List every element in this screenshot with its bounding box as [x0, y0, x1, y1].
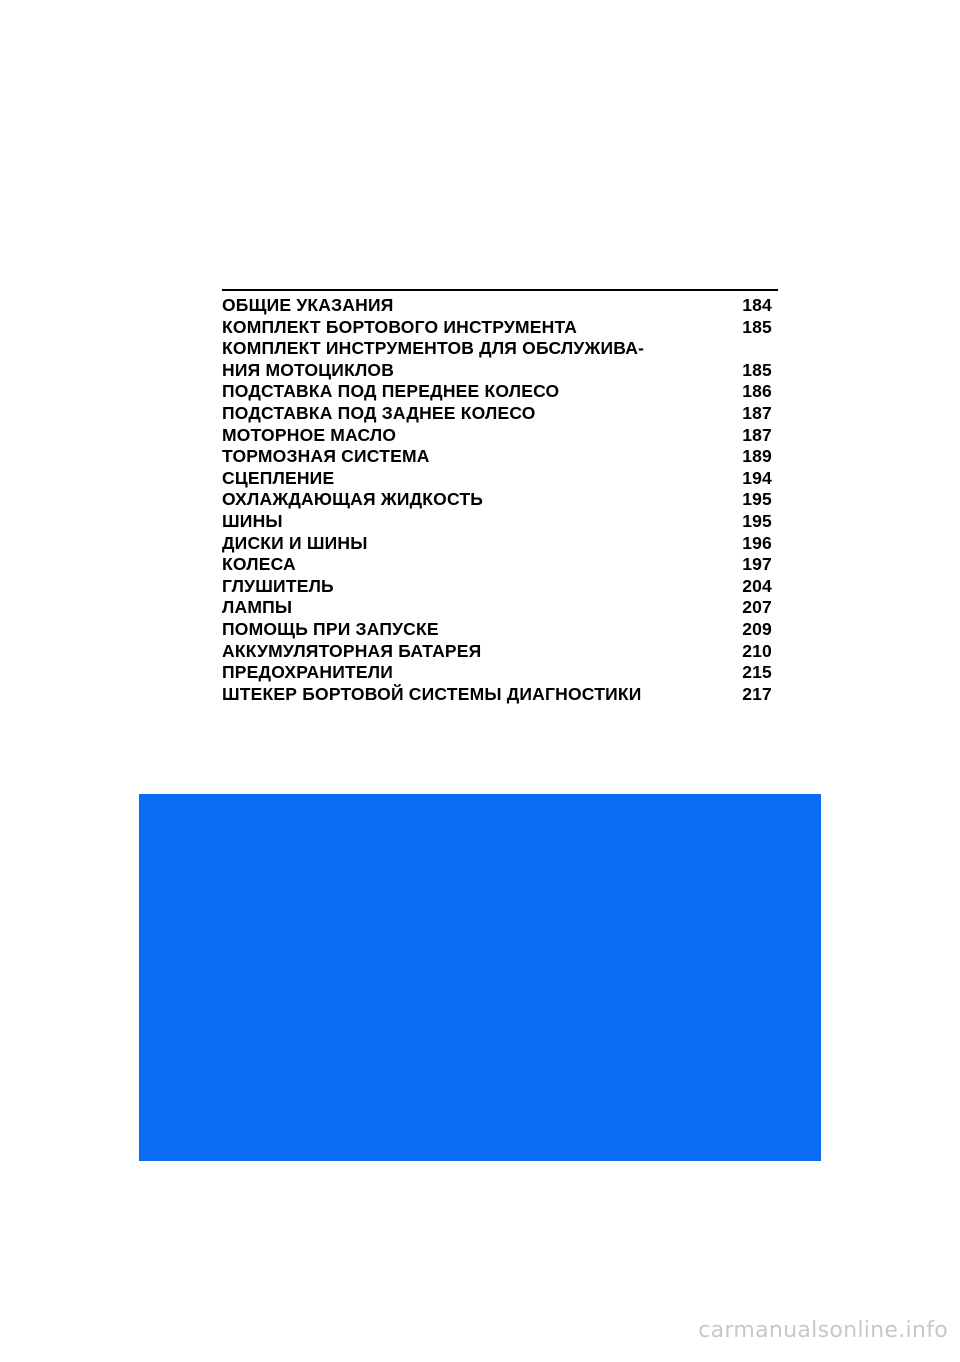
toc-entry[interactable]: [222, 381, 778, 403]
toc-entry-title: ШИНЫ: [222, 510, 283, 531]
toc-entry[interactable]: [222, 511, 778, 533]
toc-entry-page: 197: [742, 554, 772, 575]
toc-entry-page: 195: [742, 510, 772, 531]
toc-entry-page: 209: [742, 618, 772, 639]
toc-entry[interactable]: [222, 403, 778, 425]
toc-entry[interactable]: [222, 446, 778, 468]
toc-entry-title: ТОРМОЗНАЯ СИСТЕМА: [222, 446, 430, 467]
toc-entry-title: МОТОРНОЕ МАСЛО: [222, 424, 397, 445]
toc-entry-title: ПОМОЩЬ ПРИ ЗАПУСКЕ: [222, 618, 439, 639]
toc-entry[interactable]: [222, 554, 778, 576]
toc-entry-page: 196: [742, 532, 772, 553]
toc-entry-title: ПОДСТАВКА ПОД ЗАДНЕЕ КОЛЕСО: [222, 402, 536, 423]
toc-entry-title: ОХЛАЖДАЮЩАЯ ЖИДКОСТЬ: [222, 489, 484, 510]
toc-entry[interactable]: [222, 533, 778, 555]
toc-entry[interactable]: [222, 295, 778, 317]
toc-entry-page: 185: [742, 316, 772, 337]
toc-entry[interactable]: [222, 641, 778, 663]
toc-entry-page: 187: [742, 402, 772, 423]
toc-entry-page: 184: [742, 295, 772, 315]
toc-entry-title: НИЯ МОТОЦИКЛОВ: [222, 359, 395, 380]
toc-entry-page: 189: [742, 446, 772, 467]
toc-entry[interactable]: [222, 619, 778, 641]
toc-entry-page: 185: [742, 359, 772, 380]
toc-entry[interactable]: [222, 576, 778, 598]
toc-entry-title: ОБЩИЕ УКАЗАНИЯ: [222, 295, 394, 315]
toc-entry-title: ШТЕКЕР БОРТОВОЙ СИСТЕМЫ ДИАГНОСТИКИ: [222, 683, 642, 704]
toc-entry-title: ПРЕДОХРАНИТЕЛИ: [222, 662, 394, 683]
toc-entry-page: 207: [742, 597, 772, 618]
toc-entry-page: 194: [742, 467, 772, 488]
toc-entry-page: 187: [742, 424, 772, 445]
toc-entry-page: 217: [742, 683, 772, 704]
toc-entry[interactable]: [222, 425, 778, 447]
toc-entry[interactable]: [222, 468, 778, 490]
toc-entry-page: 215: [742, 662, 772, 683]
toc-entry[interactable]: [222, 684, 778, 706]
watermark-text: carmanualsonline.info: [698, 1318, 948, 1343]
toc-entry-title: КОМПЛЕКТ ИНСТРУМЕНТОВ ДЛЯ ОБСЛУЖИВА-: [222, 338, 645, 359]
toc-entry[interactable]: [222, 662, 778, 684]
toc-entry-title: ЛАМПЫ: [222, 597, 293, 618]
toc-entry[interactable]: [222, 360, 778, 382]
toc-entry-page: 210: [742, 640, 772, 661]
toc-entry-page: 186: [742, 381, 772, 402]
toc-entry-title: ГЛУШИТЕЛЬ: [222, 575, 334, 596]
toc-entry-page: 195: [742, 489, 772, 510]
toc-entry-title: ПОДСТАВКА ПОД ПЕРЕДНЕЕ КОЛЕСО: [222, 381, 560, 402]
toc-entry-title: АККУМУЛЯТОРНАЯ БАТАРЕЯ: [222, 640, 482, 661]
toc-entry-page: 204: [742, 575, 772, 596]
toc-entry-title: КОМПЛЕКТ БОРТОВОГО ИНСТРУМЕНТА: [222, 316, 578, 337]
blue-panel: [139, 794, 821, 1161]
toc-entry-title: КОЛЕСА: [222, 554, 296, 575]
toc-entry[interactable]: [222, 338, 778, 360]
toc-entry[interactable]: [222, 489, 778, 511]
table-of-contents: [222, 289, 778, 705]
toc-entry[interactable]: [222, 597, 778, 619]
toc-entry-title: СЦЕПЛЕНИЕ: [222, 467, 335, 488]
toc-entry[interactable]: [222, 317, 778, 339]
toc-entry-title: ДИСКИ И ШИНЫ: [222, 532, 368, 553]
